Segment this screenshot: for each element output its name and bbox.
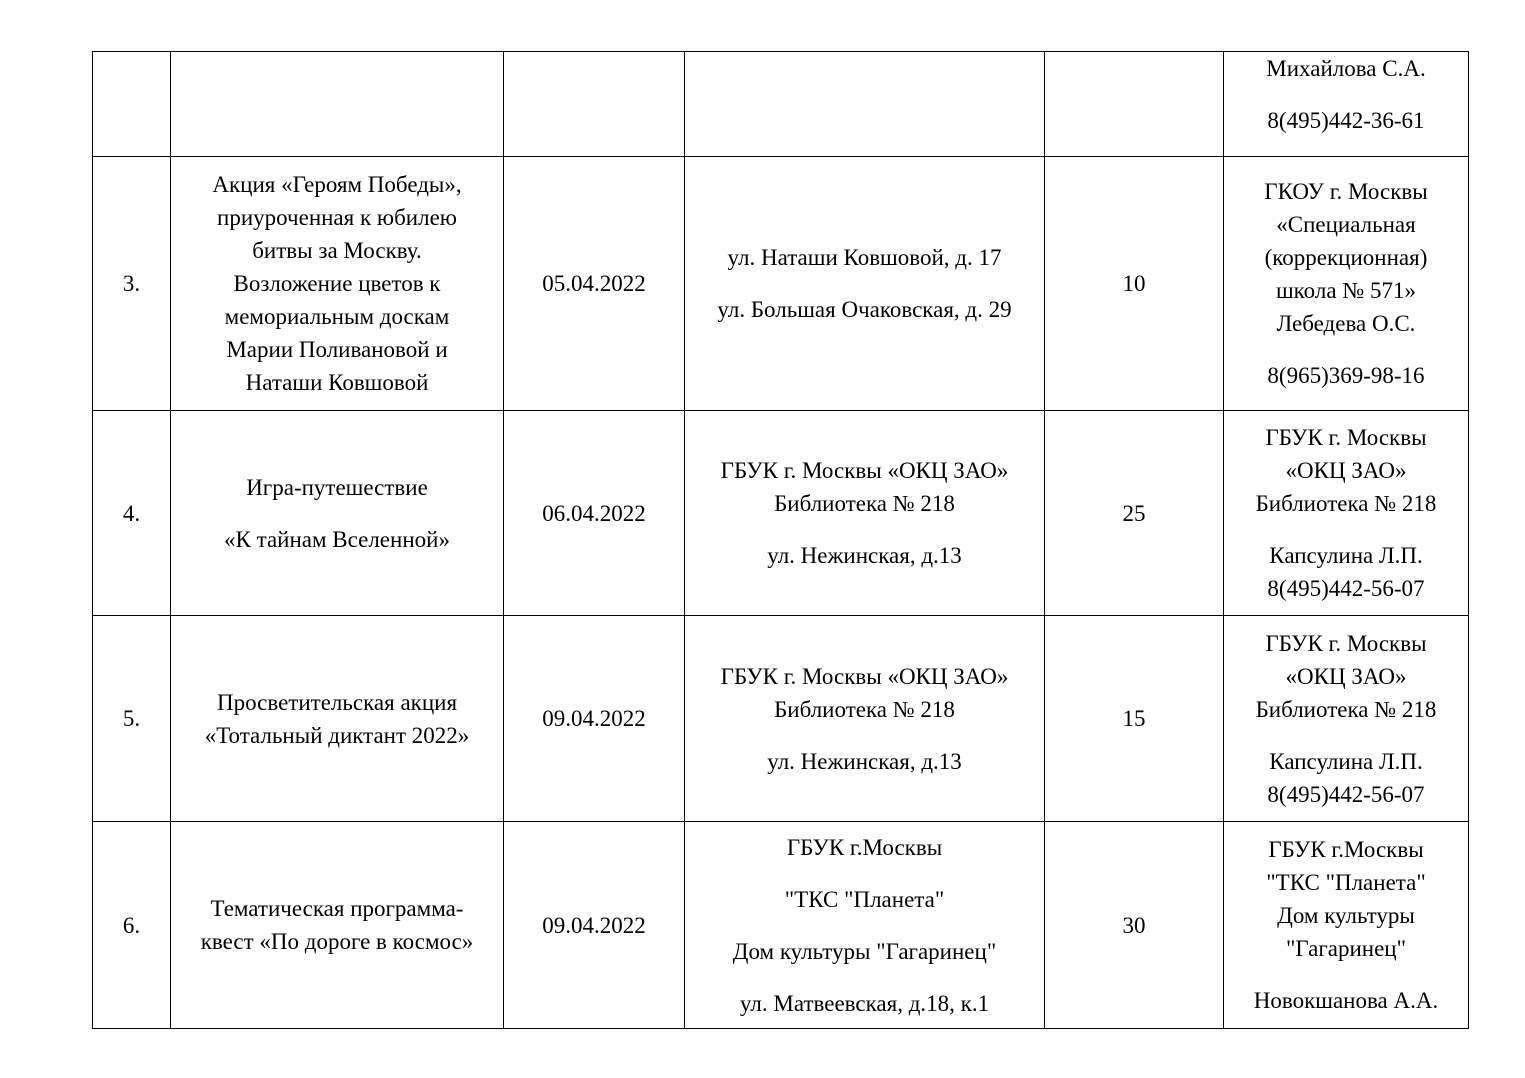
event-cell <box>171 411 504 616</box>
event-line: Акция «Героям Победы», <box>212 172 462 197</box>
place-line: Библиотека № 218 <box>774 696 955 722</box>
event-line: мемориальным доскам <box>224 304 450 329</box>
place-line: ГБУК г. Москвы «ОКЦ ЗАО» <box>720 458 1009 483</box>
contact-line: школа № 571» <box>1275 278 1417 303</box>
event-line: Марии Поливановой и <box>226 337 448 362</box>
contact-line: ГБУК г.Москвы <box>1268 837 1424 862</box>
contact-cell <box>1224 157 1469 411</box>
place-line: ул. Нежинская, д.13 <box>767 748 962 774</box>
place-line: "ТКС "Планета" <box>784 886 945 912</box>
date-cell: 06.04.2022 <box>504 411 685 616</box>
event-line: Игра-путешествие <box>246 474 428 500</box>
contact-line: Библиотека № 218 <box>1255 491 1437 516</box>
event-cell <box>171 52 504 157</box>
contact-line: ГКОУ г. Москвы <box>1264 179 1428 204</box>
row-number <box>93 52 171 157</box>
contact-line: «ОКЦ ЗАО» <box>1285 458 1407 483</box>
contact-line: 8(495)442-56-07 <box>1267 576 1425 601</box>
place-cell <box>685 157 1045 411</box>
contact-line: Новокшанова А.А. <box>1253 988 1439 1013</box>
place-line: ГБУК г. Москвы «ОКЦ ЗАО» <box>720 663 1009 689</box>
contact-cell <box>1224 822 1469 1029</box>
date-cell: 09.04.2022 <box>504 616 685 822</box>
contact-line: ГБУК г. Москвы <box>1265 425 1427 450</box>
table-row <box>93 822 1469 1029</box>
date-cell: 05.04.2022 <box>504 157 685 411</box>
place-line: ул. Матвеевская, д.18, к.1 <box>739 990 990 1016</box>
row-number: 3. <box>93 157 171 411</box>
contact-cell <box>1224 616 1469 822</box>
event-line: битвы за Москву. <box>252 238 422 263</box>
contact-line: Лебедева О.С. <box>1276 311 1416 336</box>
contact-line: 8(495)442-36-61 <box>1267 108 1425 133</box>
place-line: Библиотека № 218 <box>774 491 955 516</box>
event-cell <box>171 616 504 822</box>
events-table <box>92 51 1469 1029</box>
contact-cell <box>1224 52 1469 157</box>
event-line: Тематическая программа- <box>210 896 464 921</box>
contact-line: (коррекционная) <box>1264 245 1428 270</box>
contact-line: 8(965)369-98-16 <box>1267 363 1425 388</box>
place-cell <box>685 411 1045 616</box>
row-number: 5. <box>93 616 171 822</box>
place-cell <box>685 822 1045 1029</box>
place-line: ул. Большая Очаковская, д. 29 <box>717 297 1012 322</box>
table-row <box>93 616 1469 822</box>
contact-line: «Специальная <box>1276 212 1416 237</box>
date-cell <box>504 52 685 157</box>
count-cell: 15 <box>1045 616 1224 822</box>
event-line: «Тотальный диктант 2022» <box>204 722 470 748</box>
contact-line: Дом культуры <box>1277 903 1415 928</box>
place-line: Дом культуры "Гагаринец" <box>732 938 997 964</box>
count-cell: 25 <box>1045 411 1224 616</box>
count-cell <box>1045 52 1224 157</box>
row-number: 4. <box>93 411 171 616</box>
contact-line: ГБУК г. Москвы <box>1265 630 1427 656</box>
event-line: Просветительская акция <box>216 689 458 715</box>
place-line: ул. Нежинская, д.13 <box>767 543 962 568</box>
contact-line: Капсулина Л.П. <box>1269 543 1423 568</box>
date-cell: 09.04.2022 <box>504 822 685 1029</box>
event-line: Возложение цветов к <box>233 271 441 296</box>
contact-line: Капсулина Л.П. <box>1269 748 1423 774</box>
count-cell: 30 <box>1045 822 1224 1029</box>
event-line: квест «По дороге в космос» <box>200 929 474 954</box>
contact-line: «ОКЦ ЗАО» <box>1285 663 1407 689</box>
table-row <box>93 157 1469 411</box>
place-line: ГБУК г.Москвы <box>786 834 943 860</box>
contact-cell <box>1224 411 1469 616</box>
contact-line: Библиотека № 218 <box>1255 696 1437 722</box>
table-row <box>93 411 1469 616</box>
event-line: Наташи Ковшовой <box>245 370 429 395</box>
contact-line: "Гагаринец" <box>1286 936 1406 961</box>
contact-line: Михайлова С.А. <box>1266 56 1426 81</box>
event-cell <box>171 157 504 411</box>
place-cell <box>685 52 1045 157</box>
contact-line: "ТКС "Планета" <box>1266 870 1426 895</box>
table-row <box>93 52 1469 157</box>
event-line: приуроченная к юбилею <box>217 205 457 230</box>
place-cell <box>685 616 1045 822</box>
contact-line: 8(495)442-56-07 <box>1267 781 1425 807</box>
event-cell <box>171 822 504 1029</box>
row-number: 6. <box>93 822 171 1029</box>
count-cell: 10 <box>1045 157 1224 411</box>
event-line: «К тайнам Вселенной» <box>224 526 450 552</box>
place-line: ул. Наташи Ковшовой, д. 17 <box>727 245 1002 270</box>
